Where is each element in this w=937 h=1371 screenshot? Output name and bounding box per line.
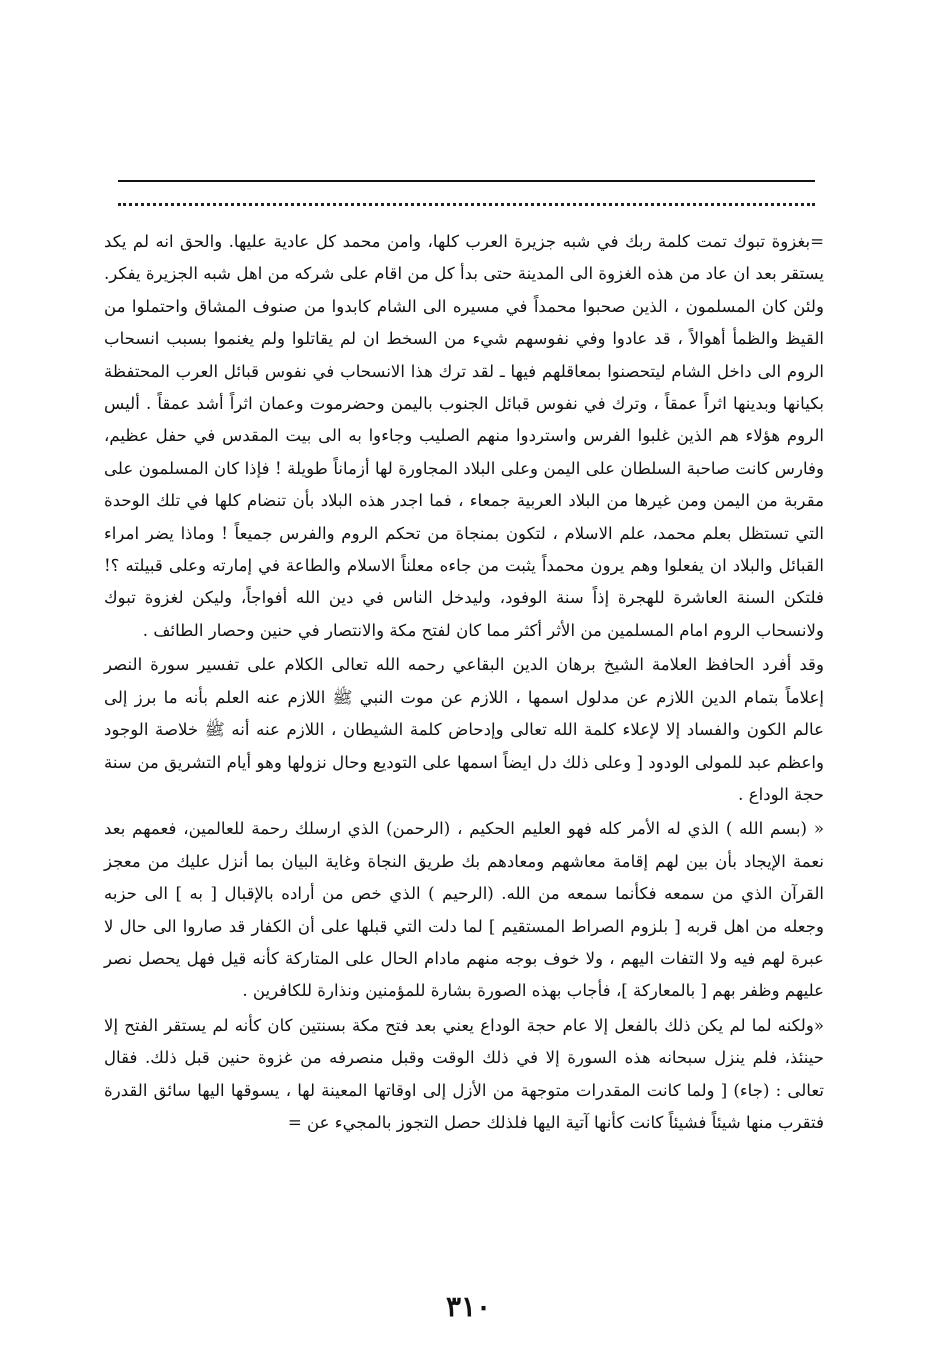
- dotted-separator: [118, 203, 815, 206]
- paragraph-farewell-pilgrimage: «ولكنه لما لم يكن ذلك بالفعل إلا عام حجة الوداع يعني بعد فتح مكة بسنتين كان كأنه لم يستقر الفتح إلا حينئذ، فلم ينزل سبحانه هذه السورة إلا في ذلك الوقت وقبل منصرفه من غزوة حنين قبل ذلك. فقال تعالى : (جاء) [ ولما كانت المقدرات متوجهة من الأزل إلى اوقاتها المعينة لها ، يسوقها اليها سائق القدرة فتقرب منها شيئاً فشيئاً كانت كأنها آتية اليها فلذلك حصل التجوز بالمجيء عن =: [104, 1015, 824, 1132]
- paragraph-history: =بغزوة تبوك تمت كلمة ربك في شبه جزيرة العرب كلها، وامن محمد كل عادية عليها. والحق انه لم يكد يستقر بعد ان عاد من هذه الغزوة الى المدينة حتى بدأ كل من اقام على شركه من اهل شبه الجزيرة يفكر. ولئن كان المسلمون ، الذين صحبوا محمداً في مسيره الى الشام كابدوا من صنوف المشاق واحتملوا من القيظ والظمأ أهوالاً ، قد عادوا وفي نفوسهم شيء من السخط ان لم يقاتلوا ولم يغنموا بسبب انسحاب الروم الى داخل الشام ليتحصنوا بمعاقلهم فيها ـ لقد ترك هذا الانسحاب في نفوس قبائل العرب المحتفظة بكيانها وبدينها اثراً عمقاً ، وترك في نفوس قبائل الجنوب باليمن وحضرموت وعمان اثراً أشد عمقاً . أليس الروم هؤلاء هم الذين غلبوا الفرس واستردوا منهم الصليب وجاءوا به الى بيت المقدس في حفل عظيم، وفارس كانت صاحبة السلطان على اليمن وعلى البلاد المجاورة لها أزماناً طويلة ! فإذا كان المسلمون على مقربة من اليمن ومن غيرها من البلاد العربية جمعاء ، فما اجدر هذه البلاد بأن تنضام كلها في تلك الوحدة التي تستظل بعلم محمد، علم الاسلام ، لتكون بمنجاة من تحكم الروم والفرس جميعاً ! وماذا يضر امراء القبائل والبلاد ان يفعلوا وهم يرون محمداً يثبت من جاءه معلناً الاسلام والطاعة في إمارته وعلى قبيلته ؟! فلتكن السنة العاشرة للهجرة إذاً سنة الوفود، وليدخل الناس في دين الله أفواجاً، وليكن لغزوة تبوك ولانسحاب الروم امام المسلمين من الأثر أكثر مما كان لفتح مكة والانتصار في حنين وحصار الطائف .: [104, 232, 824, 640]
- body-text: [104, 226, 824, 1139]
- page-number: ٣١٠: [445, 1290, 492, 1323]
- paragraph-basmala-quote: « (بسم الله ) الذي له الأمر كله فهو العليم الحكيم ، (الرحمن) الذي ارسلك رحمة للعالمين، فعمهم بعد نعمة الإيجاد بأن بين لهم إقامة معاشهم ومعادهم بك طريق النجاة وغاية البيان بما أنزل عليك من معجز القرآن الذي من سمعه فكأنما سمعه من الله. (الرحيم ) الذي خص من أراده بالإقبال [ به ] الى حزبه وجعله من اهل قربه [ بلزوم الصراط المستقيم ] لما دلت التي قبلها على أن الكفار قد صاروا الى حال لا عبرة لهم فيه ولا التفات اليهم ، ولا خوف بوجه منهم مادام الحال على المتاركة كأنه قيل فهل يحصل نصر عليهم وظفر بهم [ بالمعاركة ]، فأجاب بهذه الصورة بشارة للمؤمنين ونذارة للكافرين .: [104, 819, 824, 1001]
- header-rule: [118, 180, 815, 182]
- paragraph-biqai-intro: وقد أفرد الحافظ العلامة الشيخ برهان الدين البقاعي رحمه الله تعالى الكلام على تفسير سورة النصر إعلاماً بتمام الدين اللازم عن مدلول اسمها ، اللازم عن موت النبي ﷺ اللازم عنه العلم بأنه ما برز إلى عالم الكون والفساد إلا لإعلاء كلمة الله تعالى وإدحاض كلمة الشيطان ، اللازم عنه أنه ﷺ خلاصة الوجود واعظم عبد للمولى الودود [ وعلى ذلك دل ايضاً اسمها على التوديع وحال نزولها وهو أيام التشريق من سنة حجة الوداع .: [104, 655, 824, 804]
